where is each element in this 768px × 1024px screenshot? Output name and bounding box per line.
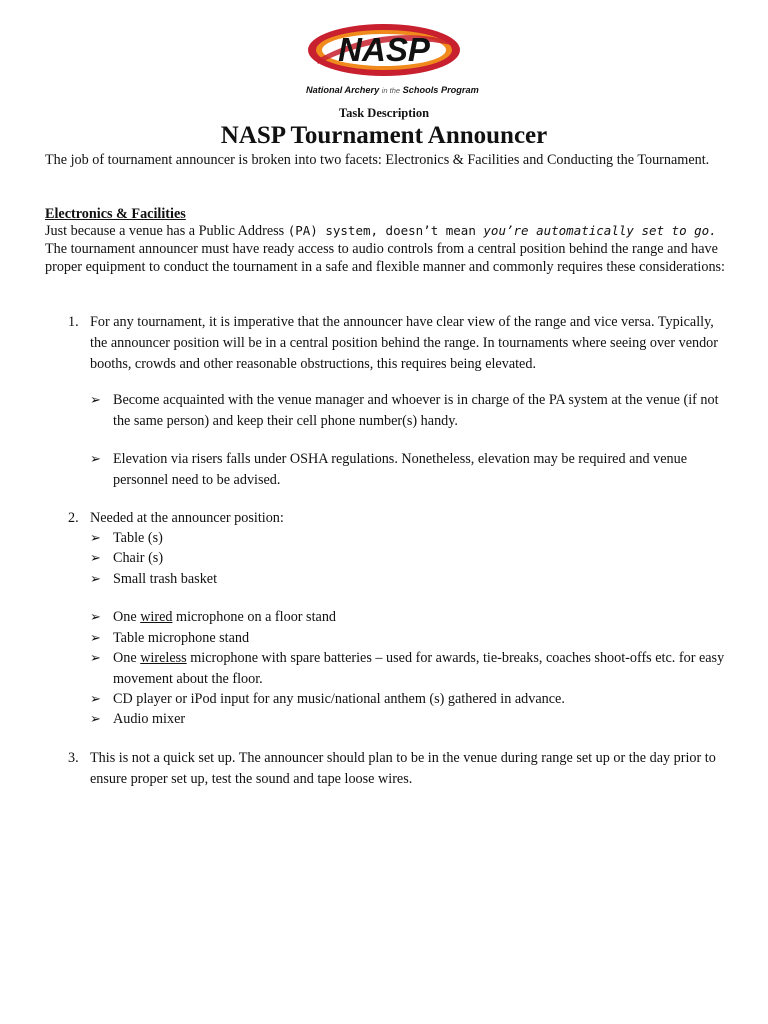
item-2-chair: Chair (s): [113, 550, 164, 566]
logo-wordmark: NASP: [338, 31, 430, 68]
task-description-label: Task Description: [338, 106, 430, 120]
logo-tagline-a: National Archery: [306, 85, 380, 95]
item-1-bullet-1: Become acquainted with the venue manager and whoever is in charge of the PA system at the venue (if not the same person) and keep their cell phone number(s) handy.: [113, 392, 719, 429]
nasp-logo-graphic: [300, 20, 479, 98]
bullet-arrow-icon: ➢: [90, 609, 101, 624]
para-part-1: Just because a venue has a Public Address: [45, 223, 288, 239]
section-heading-electronics: Electronics & Facilities: [45, 206, 186, 222]
item-2-cd-player: CD player or iPod input for any music/national anthem (s) gathered in advance.: [113, 691, 565, 707]
nasp-logo: [300, 20, 479, 98]
wireless-post: microphone with spare batteries – used for awards, tie-breaks, coaches shoot-offs etc. for easy movement about the floor.: [113, 650, 725, 687]
wired-post: microphone on a floor stand: [172, 609, 337, 625]
para-part-3: you’re automatically set to go.: [475, 223, 717, 238]
para-part-4: The tournament announcer must have ready access to audio controls from a central position behind the range and have proper equipment to conduct the tournament in a safe and flexible manner and commonly requires these considerations:: [45, 241, 725, 275]
item-1-text: For any tournament, it is imperative that the announcer have clear view of the range and vice versa. Typically, the announcer position will be in a central position behind the range. In tournaments where seeing over vendor booths, crowds and other reasonable obstructions, this requires being elevated.: [90, 314, 719, 372]
item-2-wireless-mic: [113, 648, 728, 689]
wireless-word: wireless: [140, 650, 187, 666]
item-3-text: This is not a quick set up. The announcer should plan to be in the venue during range set up or the day prior to ensure proper set up, test the sound and tape loose wires.: [90, 750, 716, 787]
item-2-table: Table (s): [113, 530, 163, 546]
item-2-number: 2.: [68, 510, 79, 526]
wired-word: wired: [140, 609, 173, 625]
intro-paragraph: The job of tournament announcer is broken into two facets: Electronics & Facilities and Conducting the Tournament.: [45, 152, 710, 168]
bullet-arrow-icon: ➢: [90, 571, 101, 586]
page-title: NASP Tournament Announcer: [220, 122, 548, 149]
logo-tagline-b: in the: [381, 86, 401, 95]
wired-pre: One: [113, 609, 141, 625]
bullet-arrow-icon: ➢: [90, 630, 101, 645]
bullet-arrow-icon: ➢: [90, 691, 101, 706]
logo-tagline-c: Schools Program: [402, 85, 479, 95]
item-2-audio-mixer: Audio mixer: [113, 711, 186, 727]
item-2-trash: Small trash basket: [113, 571, 218, 587]
bullet-arrow-icon: ➢: [90, 392, 101, 407]
wireless-pre: One: [113, 650, 141, 666]
item-1-number: 1.: [68, 314, 79, 330]
bullet-arrow-icon: ➢: [90, 530, 101, 545]
item-1-bullet-2: Elevation via risers falls under OSHA regulations. Nonetheless, elevation may be required and venue personnel need to be advised.: [113, 451, 688, 488]
svg-text:National Archery in th: [306, 85, 479, 95]
item-2-wired-mic: [113, 607, 728, 628]
bullet-arrow-icon: ➢: [90, 550, 101, 565]
item-2-mic-stand: Table microphone stand: [113, 630, 250, 646]
bullet-arrow-icon: ➢: [90, 650, 101, 665]
item-2-text: Needed at the announcer position:: [90, 510, 284, 526]
bullet-arrow-icon: ➢: [90, 711, 101, 726]
bullet-arrow-icon: ➢: [90, 451, 101, 466]
item-3-number: 3.: [68, 750, 79, 766]
para-part-2: (PA) system, doesn’t mean: [287, 223, 476, 238]
section-paragraph: [45, 222, 735, 276]
